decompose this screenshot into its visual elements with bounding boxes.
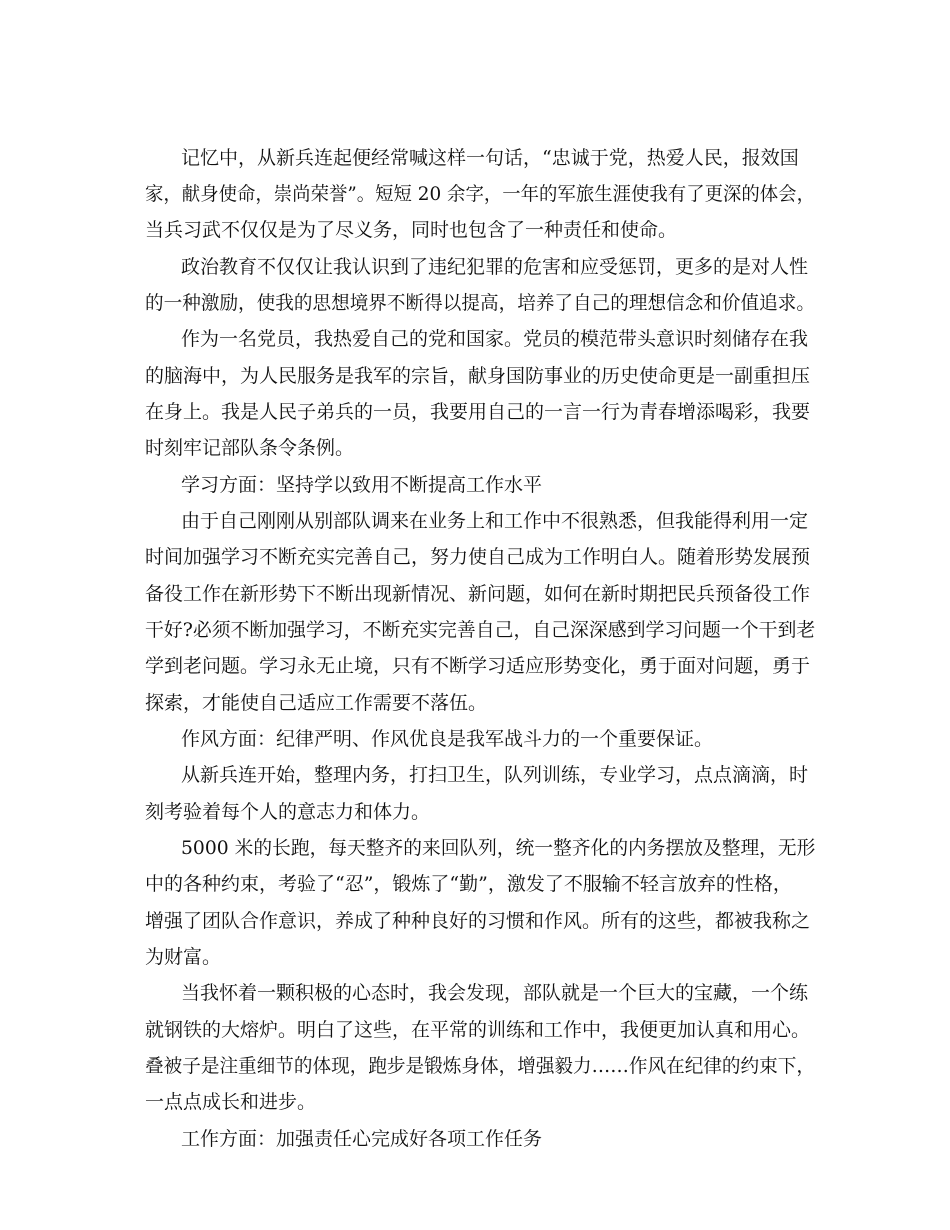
paragraph-line: 增强了团队合作意识，养成了种种良好的习惯和作风。所有的这些，都被我称之 [145, 910, 811, 932]
paragraph-line: 探索，才能使自己适应工作需要不落伍。 [145, 692, 488, 714]
paragraph-line: 一点点成长和进步。 [145, 1091, 317, 1113]
paragraph-line: 作为一名党员，我热爱自己的党和国家。党员的模范带头意识时刻储存在我 [181, 328, 809, 350]
paragraph-line: 在身上。我是人民子弟兵的一员，我要用自己的一言一行为青春增添喝彩，我要 [145, 401, 811, 423]
paragraph-line: 当兵习武不仅仅是为了尽义务，同时也包含了一种责任和使命。 [145, 219, 678, 241]
section-heading: 工作方面：加强责任心完成好各项工作任务 [181, 1128, 543, 1150]
paragraph-line: 记忆中，从新兵连起便经常喊这样一句话，“忠诚于党，热爱人民，报效国 [181, 147, 799, 169]
paragraph-line: 时刻牢记部队条令条例。 [145, 437, 355, 459]
paragraph-line: 的脑海中，为人民服务是我军的宗旨，献身国防事业的历史使命更是一副重担压 [145, 365, 811, 387]
paragraph-line: 由于自己刚刚从别部队调来在业务上和工作中不很熟悉，但我能得利用一定 [181, 510, 809, 532]
paragraph-line: 干好?必须不断加强学习，不断充实完善自己，自己深深感到学习问题一个干到老 [145, 619, 816, 641]
paragraph-line: 学到老问题。学习永无止境，只有不断学习适应形势变化，勇于面对问题，勇于 [145, 655, 811, 677]
paragraph-line: 时间加强学习不断充实完善自己，努力使自己成为工作明白人。随着形势发展预 [145, 546, 811, 568]
paragraph-line: 刻考验着每个人的意志力和体力。 [145, 801, 431, 823]
paragraph-line: 的一种激励，使我的思想境界不断得以提高，培养了自己的理想信念和价值追求。 [145, 292, 815, 314]
paragraph-line: 政治教育不仅仅让我认识到了违纪犯罪的危害和应受惩罚，更多的是对人性 [181, 256, 809, 278]
paragraph-line: 就钢铁的大熔炉。明白了这些，在平常的训练和工作中，我便更加认真和用心。 [145, 1019, 811, 1041]
section-heading: 作风方面：纪律严明、作风优良是我军战斗力的一个重要保证。 [181, 728, 714, 750]
paragraph-line: 叠被子是注重细节的体现，跑步是锻炼身体，增强毅力……作风在纪律的约束下， [145, 1055, 815, 1077]
paragraph-line: 家，献身使命，崇尚荣誉”。短短 20 余字，一年的军旅生涯使我有了更深的体会， [145, 183, 815, 205]
paragraph-line: 中的各种约束，考验了“忍”，锻炼了“勤”，激发了不服输不轻言放弃的性格， [145, 873, 792, 895]
paragraph-line: 从新兵连开始，整理内务，打扫卫生，队列训练，专业学习，点点滴滴，时 [181, 764, 809, 786]
paragraph-line: 当我怀着一颗积极的心态时，我会发现，部队就是一个巨大的宝藏，一个练 [181, 982, 809, 1004]
paragraph-line: 为财富。 [145, 946, 222, 968]
paragraph-line: 备役工作在新形势下不断出现新情况、新问题，如何在新时期把民兵预备役工作 [145, 583, 811, 605]
section-heading: 学习方面：坚持学以致用不断提高工作水平 [181, 474, 543, 496]
paragraph-line: 5000 米的长跑，每天整齐的来回队列，统一整齐化的内务摆放及整理，无形 [181, 837, 816, 859]
